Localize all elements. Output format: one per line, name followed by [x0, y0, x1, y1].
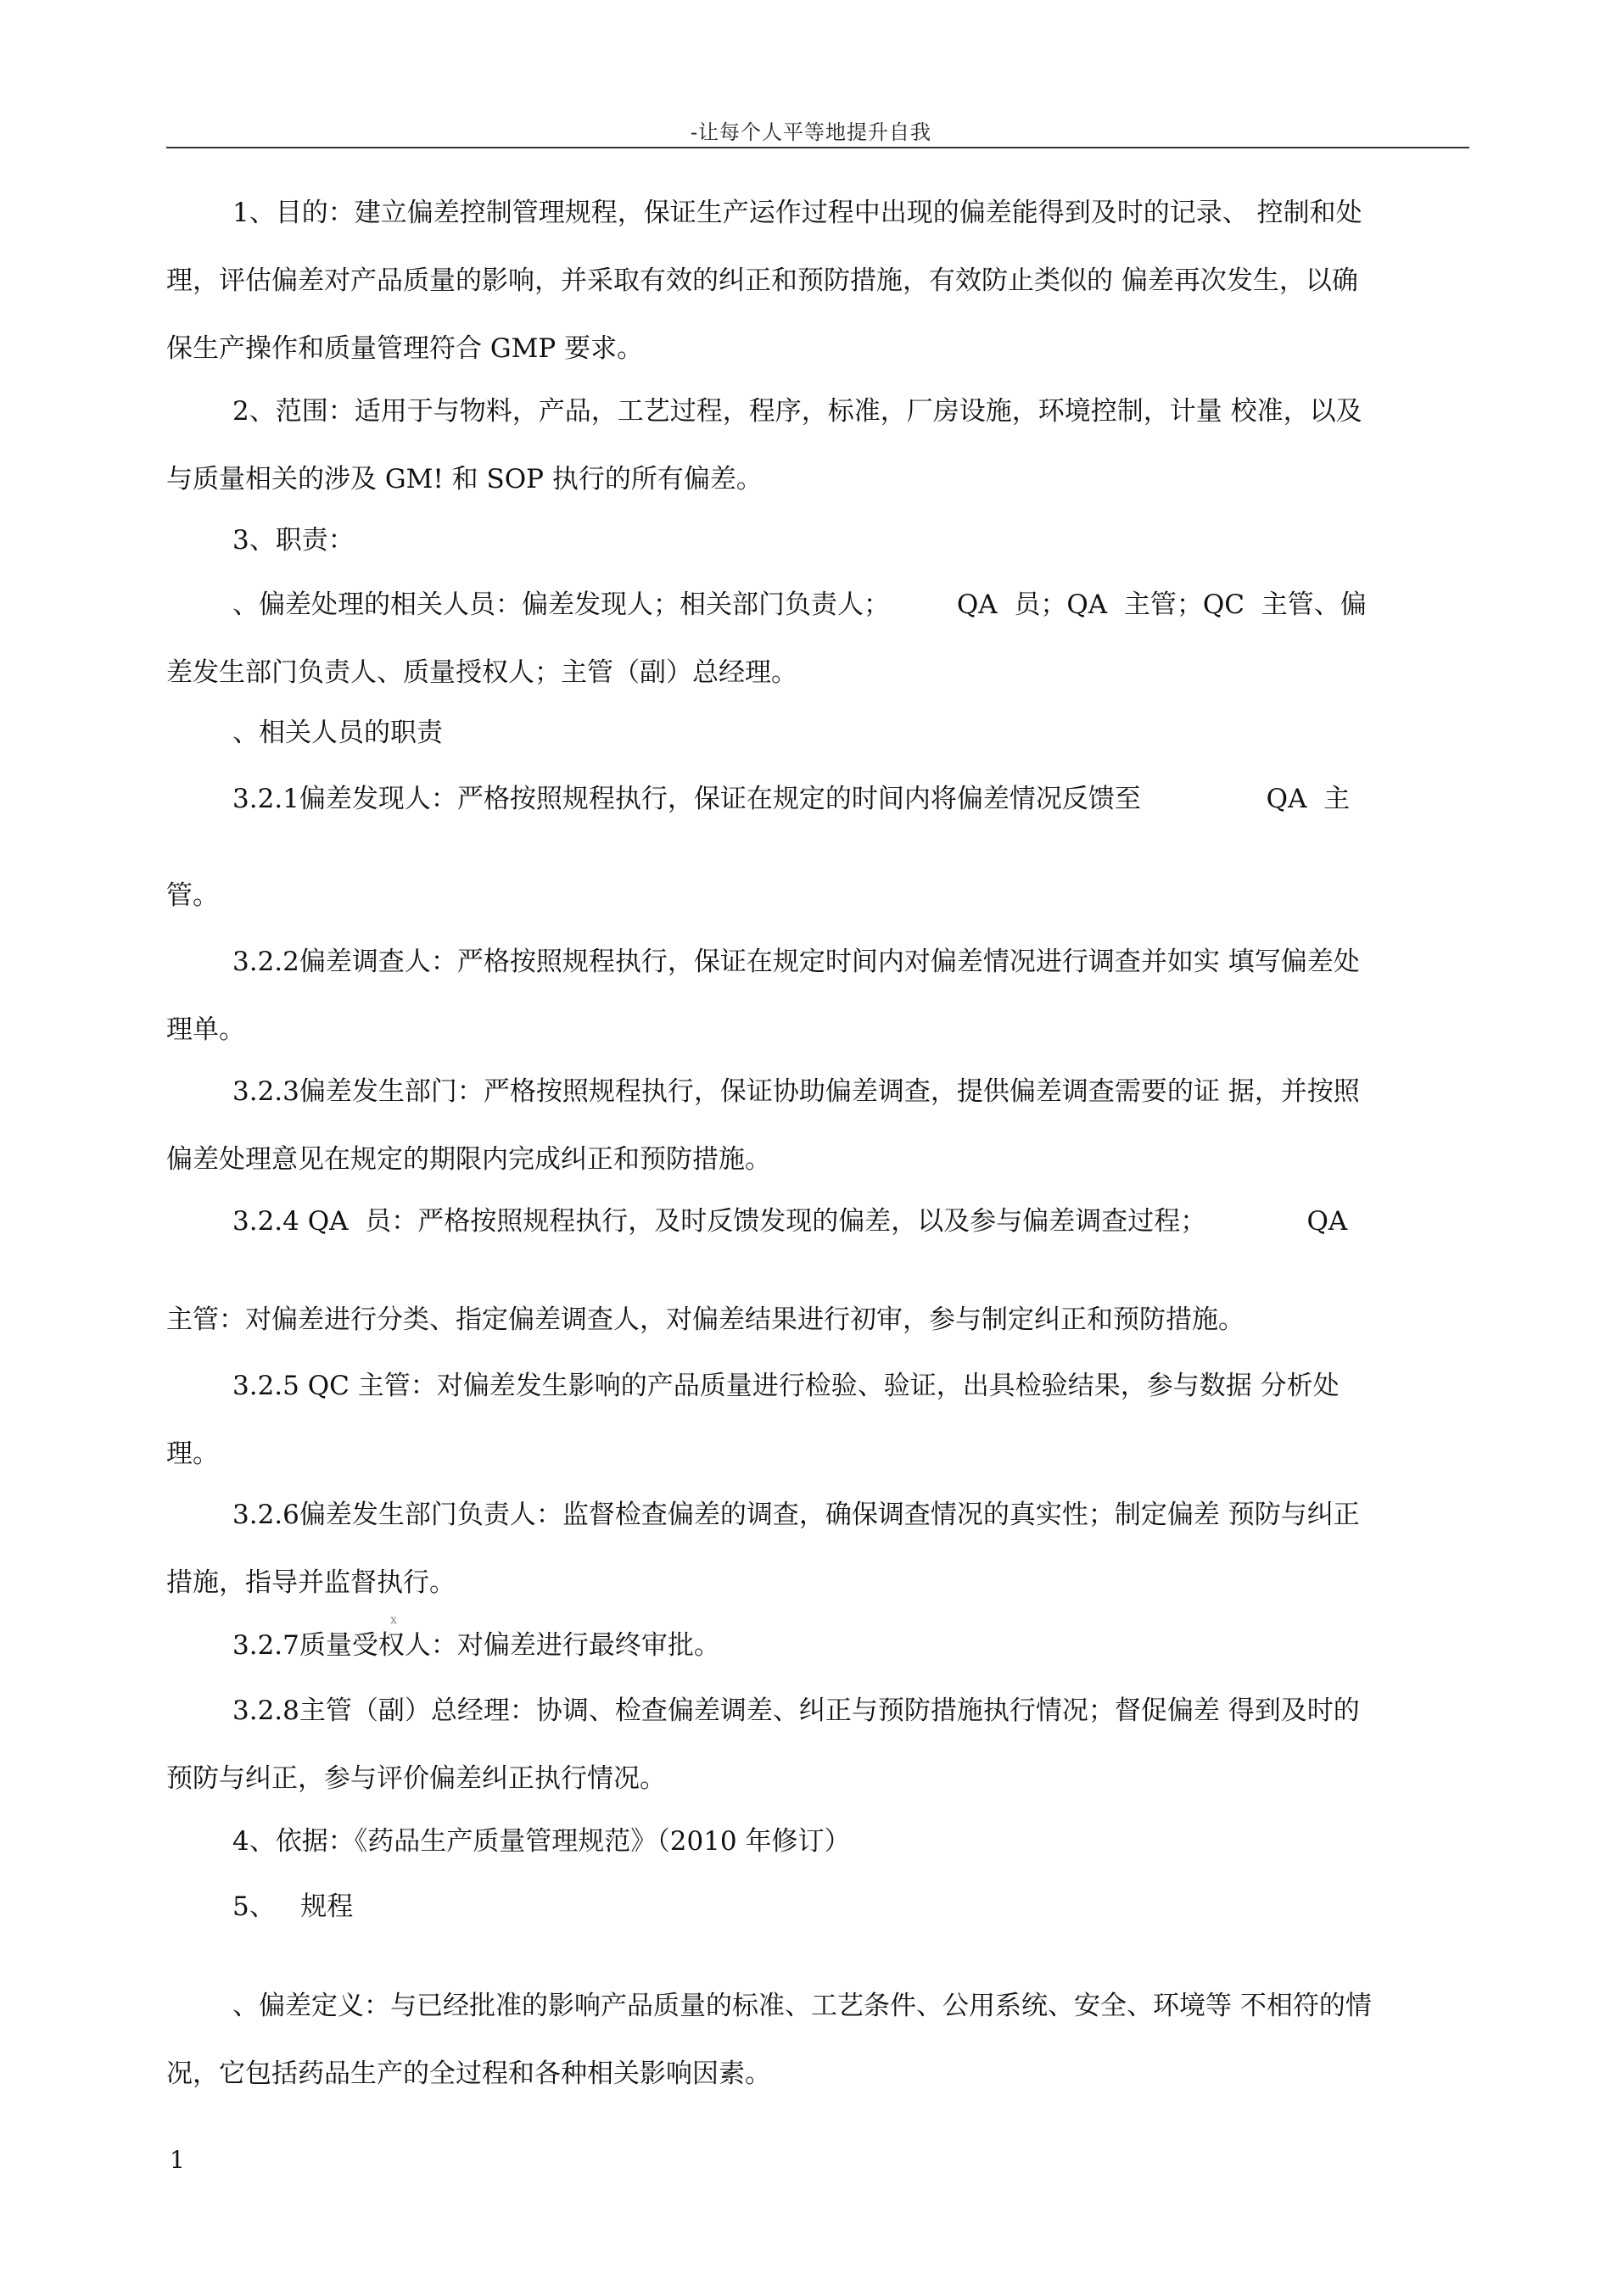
header-text: -让每个人平等地提升自我 [690, 120, 932, 144]
text-line: 理单。 [166, 1014, 245, 1045]
text-line: 、偏差处理的相关人员：偏差发现人；相关部门负责人； QA 员；QA 主管；QC 主管、偏 [232, 589, 1367, 620]
paragraph-3-2-1 [166, 765, 1483, 833]
paragraph-3-2-3 [166, 1058, 1483, 1193]
text-line: 、相关人员的职责 [232, 718, 443, 748]
paragraph-3-2-4-continued [166, 1286, 1483, 1354]
text-line: 与质量相关的涉及 GM! 和 SOP 执行的所有偏差。 [166, 464, 763, 494]
text-line: 5、 规程 [232, 1891, 354, 1922]
page-number: 1 [170, 2146, 185, 2174]
text-line: 预防与纠正，参与评价偏差纠正执行情况。 [166, 1763, 666, 1794]
header-rule [166, 147, 1469, 148]
paragraph-3-2-5 [166, 1352, 1483, 1488]
text-line: 2、范围：适用于与物料，产品，工艺过程，程序，标准，厂房设施，环境控制，计量 校准，以及 [232, 396, 1362, 427]
text-line: 、偏差定义：与已经批准的影响产品质量的标准、工艺条件、公用系统、安全、环境等 不相符的情 [232, 1991, 1372, 2021]
text-line: 3.2.7质量受权人：对偏差进行最终审批。 [232, 1630, 720, 1661]
paragraph-basis [166, 1807, 1483, 1875]
paragraph-responsibilities-heading [166, 506, 1483, 574]
text-line: 3、职责： [232, 525, 355, 556]
text-line: 主管：对偏差进行分类、指定偏差调查人，对偏差结果进行初审，参与制定纠正和预防措施。 [166, 1304, 1244, 1335]
text-line: 管。 [166, 880, 219, 911]
text-line: 理。 [166, 1438, 219, 1469]
text-line: 3.2.6偏差发生部门负责人：监督检查偏差的调查，确保调查情况的真实性；制定偏差 预防与纠正 [232, 1500, 1360, 1530]
paragraph-3-2-1-continued [166, 862, 1483, 930]
text-line: 3.2.3偏差发生部门：严格按照规程执行，保证协助偏差调查，提供偏差调查需要的证 据，并按照 [232, 1076, 1360, 1107]
text-line: 况，它包括药品生产的全过程和各种相关影响因素。 [166, 2059, 771, 2089]
text-line: 保生产操作和质量管理符合 GMP 要求。 [166, 333, 644, 364]
text-line: 3.2.1偏差发现人：严格按照规程执行，保证在规定的时间内将偏差情况反馈至 QA 主 [232, 784, 1351, 814]
paragraph-scope [166, 377, 1483, 513]
text-line: 理，评估偏差对产品质量的影响，并采取有效的纠正和预防措施，有效防止类似的 偏差再次发生，以确 [166, 265, 1358, 296]
paragraph-duties-heading [166, 699, 1483, 767]
text-line: 3.2.2偏差调查人：严格按照规程执行，保证在规定时间内对偏差情况进行调查并如实 填写偏差处 [232, 947, 1360, 977]
text-line: 4、依据：《药品生产质量管理规范》（2010 年修订） [232, 1826, 851, 1857]
text-line: 措施，指导并监督执行。 [166, 1567, 456, 1598]
paragraph-deviation-definition [166, 1972, 1483, 2108]
text-line: 1、目的：建立偏差控制管理规程，保证生产运作过程中出现的偏差能得到及时的记录、 控制和处 [232, 198, 1362, 228]
paragraph-related-personnel [166, 571, 1483, 707]
paragraph-3-2-7 [166, 1612, 1483, 1679]
paragraph-3-2-6 [166, 1481, 1483, 1617]
text-line: 差发生部门负责人、质量授权人；主管（副）总经理。 [166, 657, 797, 688]
stray-mark: x [390, 1613, 397, 1627]
text-line: 3.2.8主管（副）总经理：协调、检查偏差调差、纠正与预防措施执行情况；督促偏差 得到及时的 [232, 1695, 1360, 1726]
text-line: 3.2.4 QA 员：严格按照规程执行，及时反馈发现的偏差，以及参与偏差调查过程； QA [232, 1206, 1348, 1237]
text-line: 3.2.5 QC 主管：对偏差发生影响的产品质量进行检验、验证，出具检验结果，参与数据 分析处 [232, 1371, 1340, 1401]
paragraph-purpose [166, 179, 1483, 383]
text-line: 偏差处理意见在规定的期限内完成纠正和预防措施。 [166, 1144, 771, 1175]
paragraph-3-2-2 [166, 928, 1483, 1064]
paragraph-3-2-4 [166, 1187, 1483, 1255]
paragraph-3-2-8 [166, 1677, 1483, 1813]
paragraph-procedure-heading [166, 1873, 1483, 1941]
